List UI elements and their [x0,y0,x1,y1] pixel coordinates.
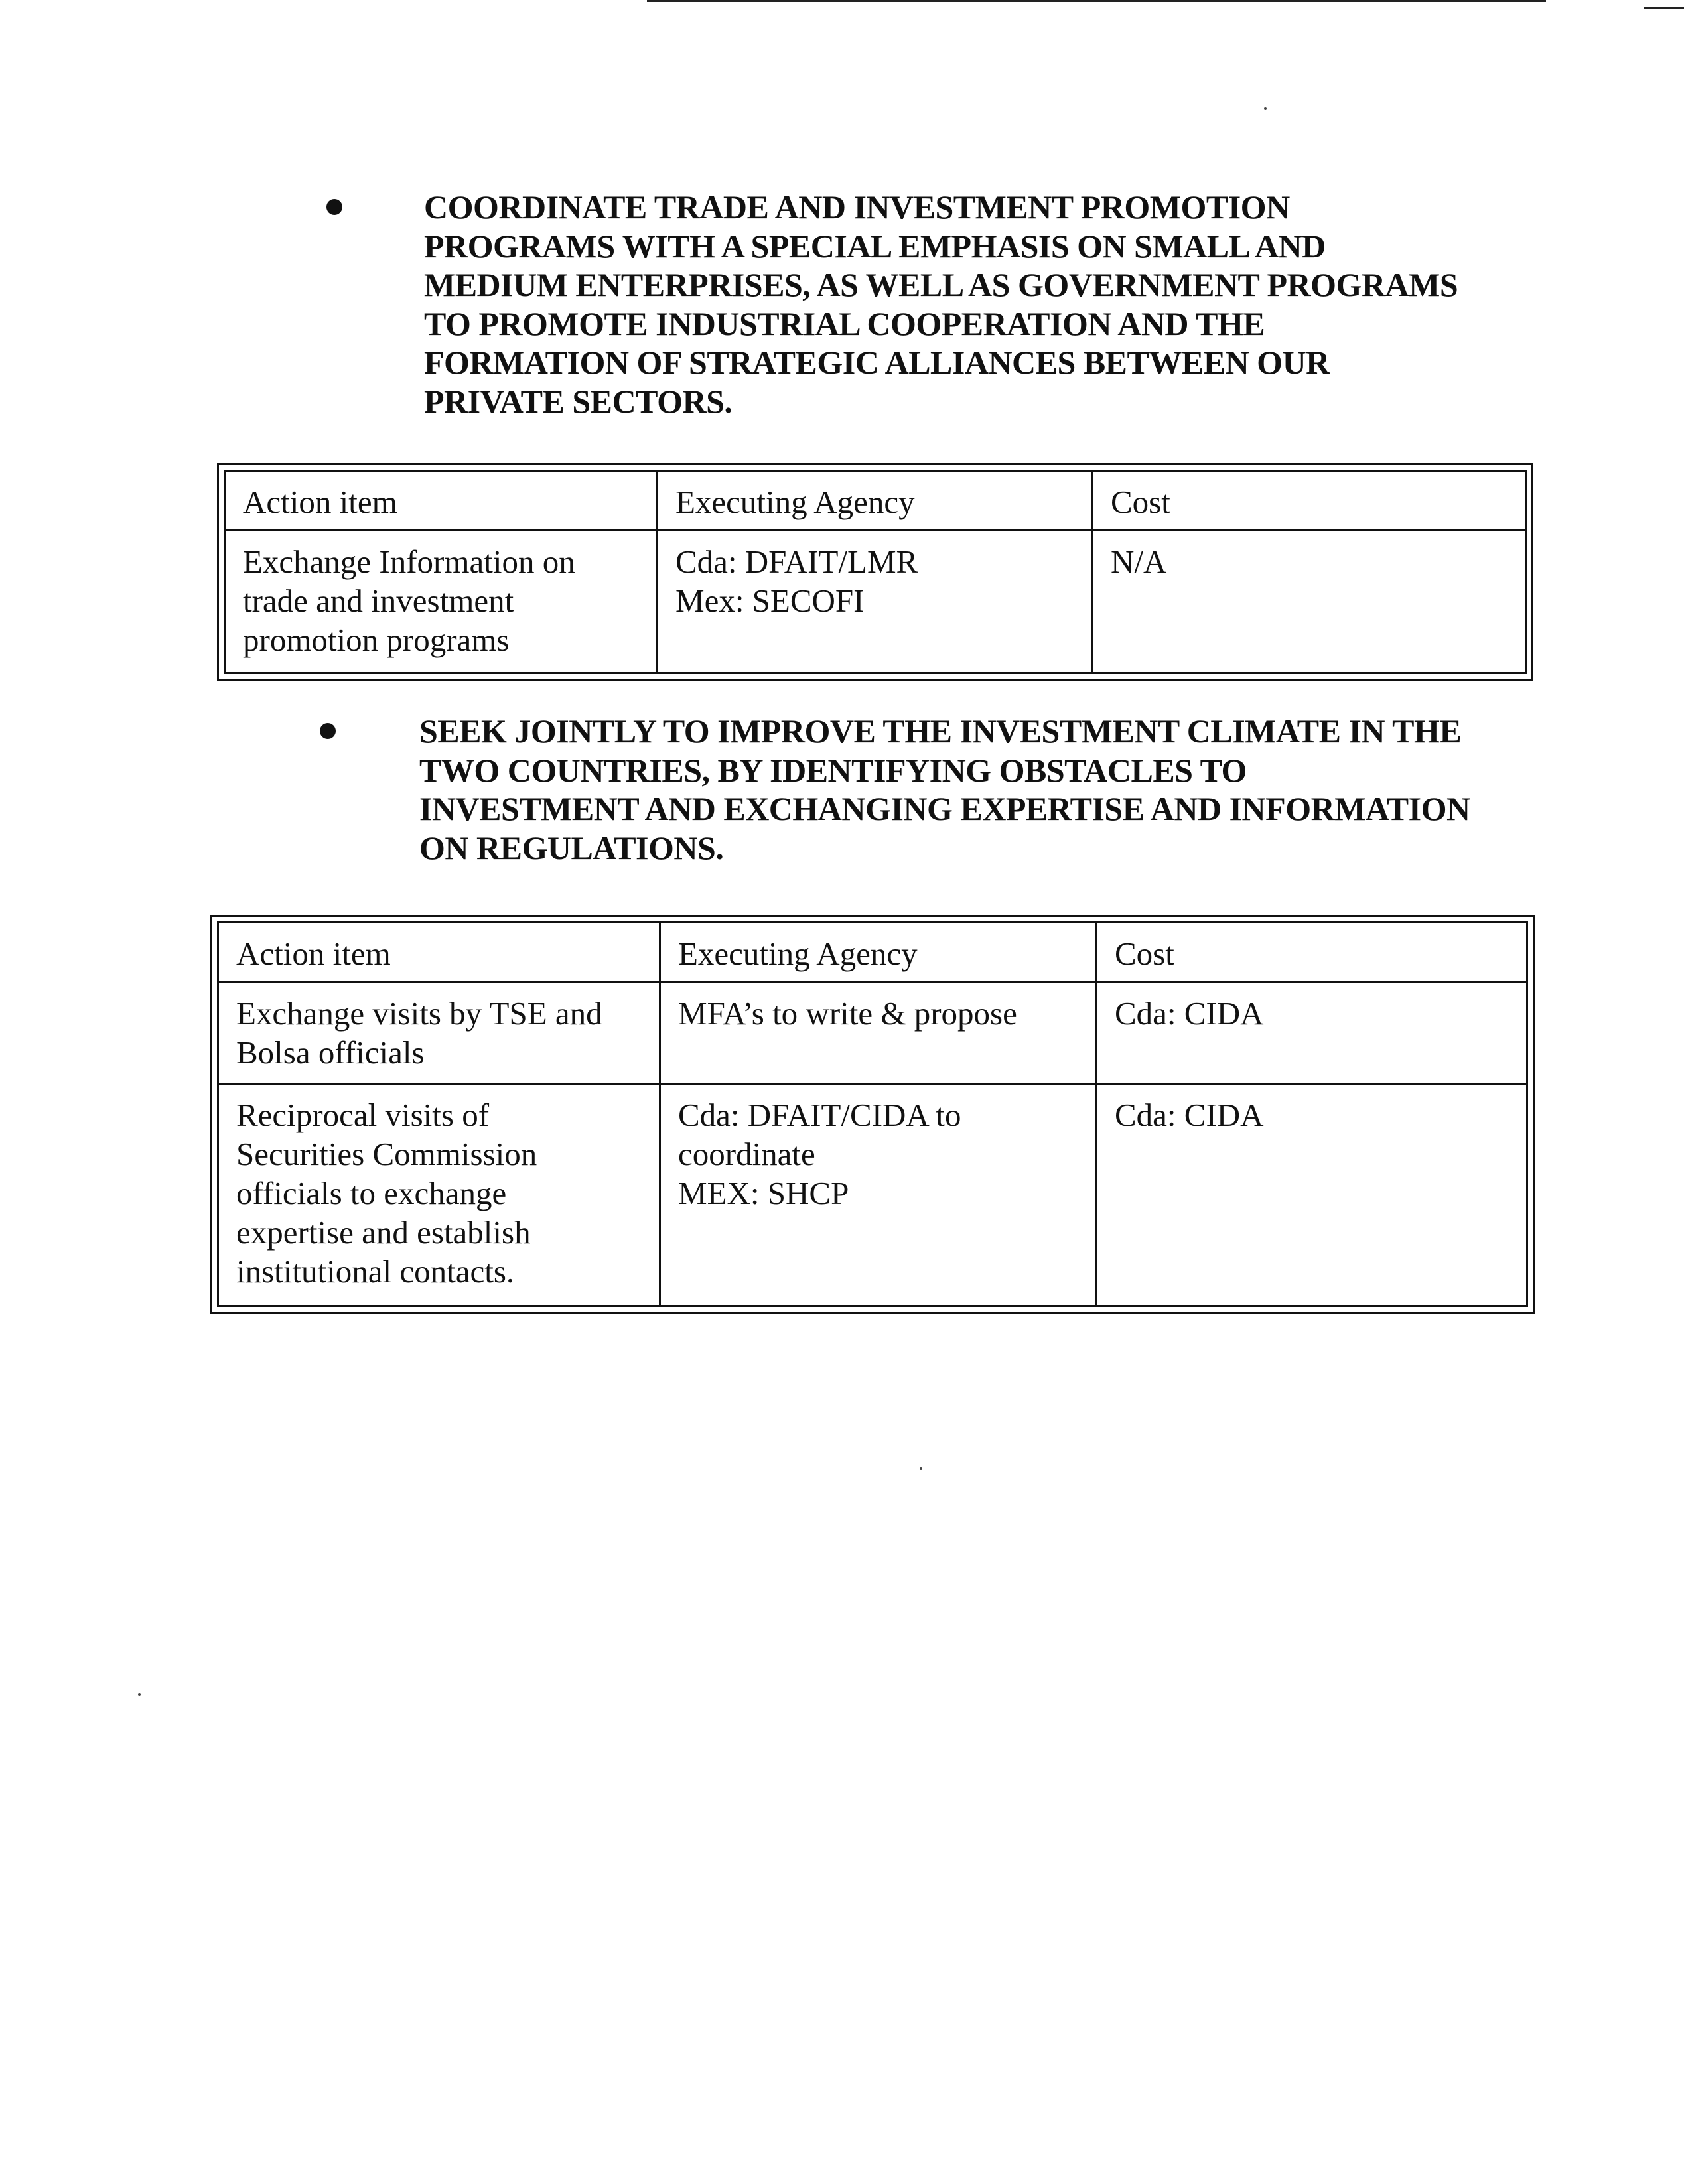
cell-cost: N/A [1093,531,1526,673]
section-1 [326,188,1579,421]
header-action-item: Action item [225,471,658,531]
bullet-icon [320,723,336,739]
header-executing-agency: Executing Agency [658,471,1093,531]
bullet-icon [326,199,342,215]
header-cost: Cost [1097,923,1527,983]
table-row [218,1084,1527,1306]
header-action-item: Action item [218,923,660,983]
scan-speck [920,1467,922,1470]
cell-action-item: Reciprocal visits of Securities Commission officials to exchange expertise and establish institutional contacts. [218,1084,660,1306]
scan-top-rule [647,0,1546,2]
table-1 [217,463,1533,681]
cell-executing-agency: MFA’s to write & propose [660,983,1097,1084]
scan-speck [1264,107,1267,110]
cell-executing-agency: Cda: DFAIT/LMR Mex: SECOFI [658,531,1093,673]
scan-corner-mark [1644,7,1684,9]
section-2-heading: SEEK JOINTLY TO IMPROVE THE INVESTMENT CLIMATE IN THE TWO COUNTRIES, BY IDENTIFYING OBSTACLES TO INVESTMENT AND EXCHANGING EXPERTISE AND INFORMATION ON REGULATIONS. [419,713,1470,866]
scan-speck [138,1693,141,1696]
table-header-row [218,923,1527,983]
cell-action-item: Exchange visits by TSE and Bolsa officials [218,983,660,1084]
table-2 [210,915,1535,1314]
cell-executing-agency: Cda: DFAIT/CIDA to coordinate MEX: SHCP [660,1084,1097,1306]
table-row [225,531,1526,673]
header-executing-agency: Executing Agency [660,923,1097,983]
cell-action-item: Exchange Information on trade and investment promotion programs [225,531,658,673]
header-cost: Cost [1093,471,1526,531]
section-2 [320,712,1607,867]
cell-cost: Cda: CIDA [1097,1084,1527,1306]
cell-cost: Cda: CIDA [1097,983,1527,1084]
table-header-row [225,471,1526,531]
table-row [218,983,1527,1084]
section-1-heading: COORDINATE TRADE AND INVESTMENT PROMOTION PROGRAMS WITH A SPECIAL EMPHASIS ON SMALL AND MEDIUM ENTERPRISES, AS WELL AS GOVERNMENT PROGRAMS TO PROMOTE INDUSTRIAL COOPERATION AND THE FORMATION OF STRATEGIC ALLIANCES BETWEEN OUR PRIVATE SECTORS. [424,188,1458,420]
